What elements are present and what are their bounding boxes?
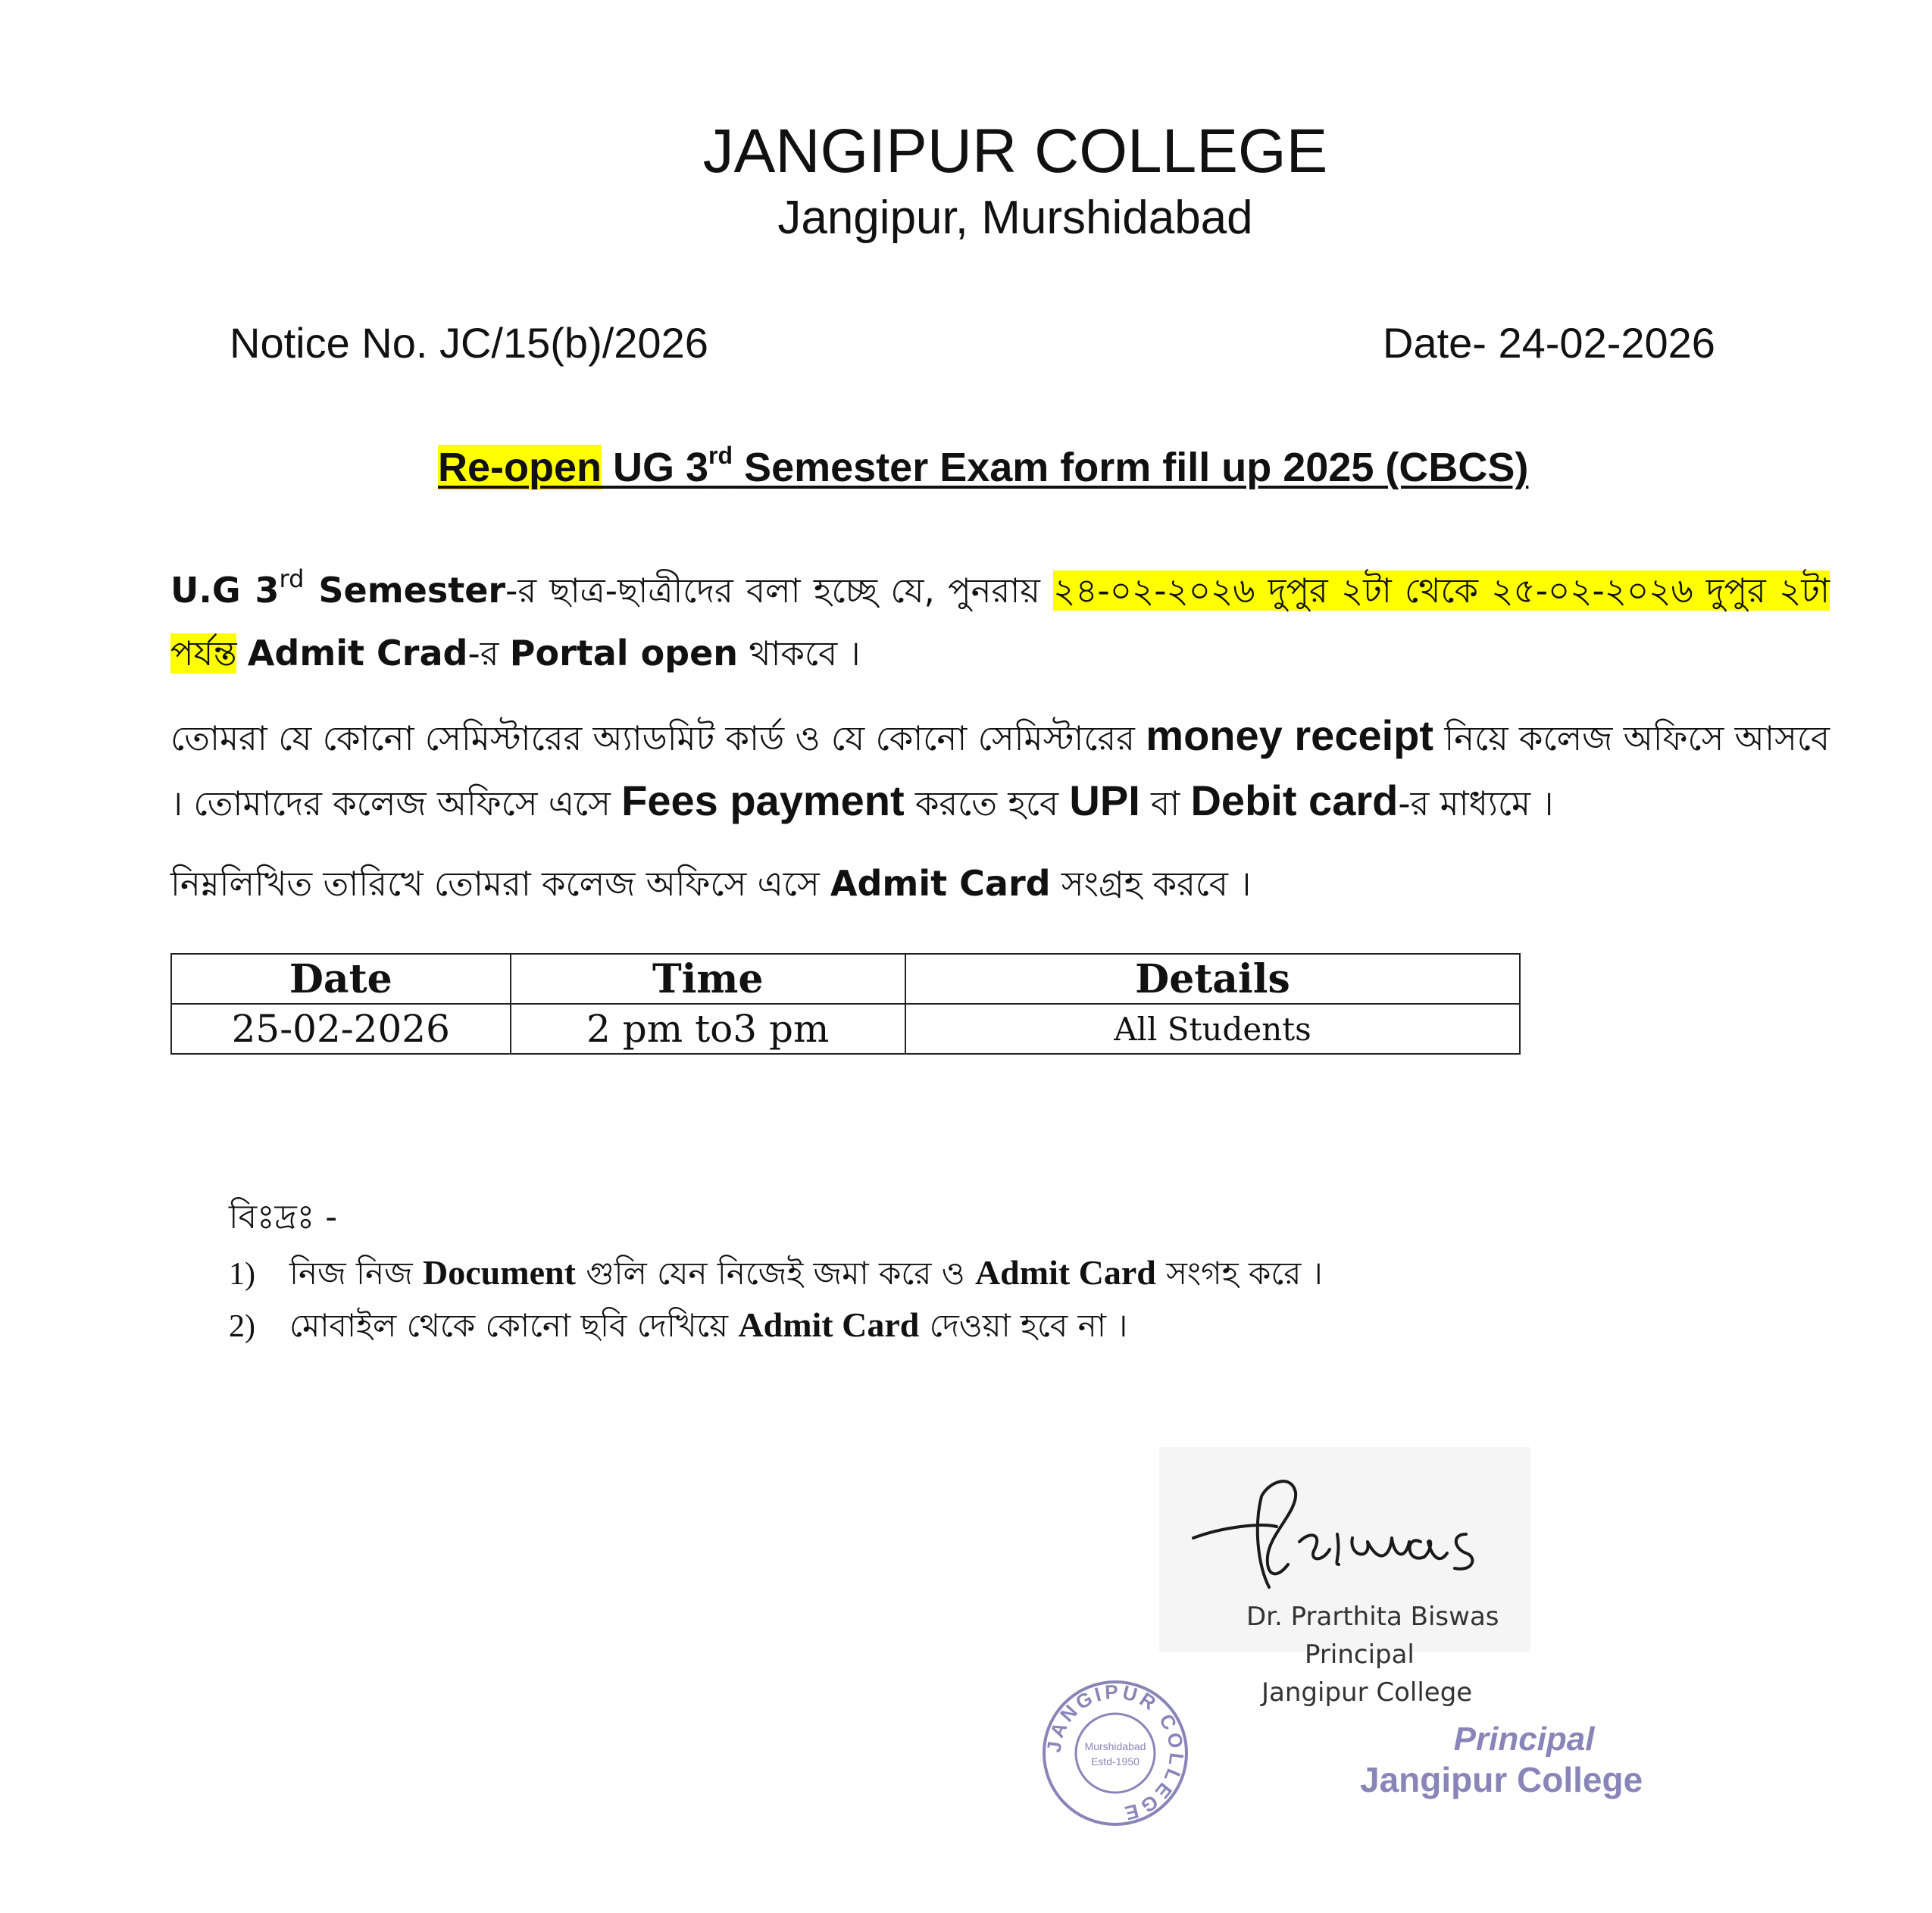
- para2-upi: UPI: [1069, 777, 1140, 824]
- schedule-cell-details: All Students: [905, 1004, 1520, 1054]
- para2-text1: তোমরা যে কোনো সেমিস্টারের অ্যাডমিট কার্ড ও যে কোনো সেমিস্টারের: [170, 718, 1146, 758]
- seal-line-college: Jangipur College: [1360, 1760, 1643, 1799]
- note-text: নিজ নিজ: [289, 1255, 424, 1292]
- para3-admit: Admit Card: [830, 863, 1051, 904]
- schedule-header-date: Date: [171, 954, 511, 1004]
- para2-money: money receipt: [1146, 711, 1434, 759]
- schedule-cell-date: 25-02-2026: [171, 1004, 511, 1054]
- note-text: মোবাইল থেকে কোনো ছবি দেখিয়ে: [289, 1307, 739, 1344]
- para1-portal: Portal open: [509, 633, 739, 674]
- note-item: [229, 1246, 1323, 1301]
- paragraph-payment: [170, 705, 1830, 835]
- signatory-name: Dr. Prarthita Biswas: [1246, 1602, 1499, 1632]
- para1-ordinal: rd: [279, 564, 305, 593]
- schedule-table: [170, 953, 1521, 1055]
- college-address: Jangipur, Murshidabad: [777, 192, 1253, 244]
- signatory-institution: Jangipur College: [1261, 1677, 1473, 1708]
- para2-text3: করতে হবে: [904, 783, 1070, 824]
- para3-text1: নিম্নলিখিত তারিখে তোমরা কলেজ অফিসে এসে: [170, 864, 830, 904]
- schedule-header-details: Details: [905, 954, 1520, 1004]
- schedule-header-row: [171, 954, 1520, 1004]
- note-bold: Admit Card: [738, 1305, 920, 1344]
- paragraph-collection: [170, 852, 1830, 915]
- para1-text2: [236, 633, 247, 674]
- para1-text1: -র ছাত্র-ছাত্রীদের বলা হচ্ছে যে, পুনরায়: [505, 570, 1054, 611]
- schedule-cell-time: 2 pm to3 pm: [511, 1004, 905, 1054]
- para2-text4: বা: [1140, 783, 1191, 824]
- note-number: 2): [229, 1309, 255, 1344]
- para2-debit: Debit card: [1190, 777, 1399, 824]
- table-row: [171, 1004, 1520, 1054]
- para1-text3: -র: [467, 633, 510, 674]
- para1-text4: থাকবে ।: [738, 633, 861, 674]
- college-name: JANGIPUR COLLEGE: [702, 117, 1328, 186]
- para1-lead: U.G 3: [170, 570, 280, 611]
- para2-text5: -র মাধ্যমে ।: [1398, 783, 1554, 824]
- notice-number: Notice No. JC/15(b)/2026: [230, 319, 708, 367]
- subject-part2: Semester Exam form fill up 2025 (CBCS): [733, 445, 1529, 490]
- paragraph-portal: [170, 559, 1830, 685]
- stamp-center-line2: Estd-1950: [1091, 1755, 1140, 1768]
- handwritten-signature: [1178, 1451, 1512, 1595]
- subject-ordinal: rd: [708, 442, 733, 469]
- schedule-header-time: Time: [511, 954, 905, 1004]
- note-text: সংগহ করে ।: [1155, 1255, 1323, 1292]
- notice-date: Date- 24-02-2026: [1383, 319, 1715, 367]
- note-bold: Document: [423, 1253, 576, 1292]
- subject-part1: UG 3: [602, 445, 709, 490]
- stamp-center-line1: Murshidabad: [1084, 1740, 1146, 1752]
- signatory-title: Principal: [1305, 1639, 1415, 1670]
- note-text: গুলি যেন নিজেই জমা করে ও: [575, 1255, 975, 1292]
- note-text: দেওয়া হবে না ।: [919, 1307, 1128, 1344]
- principal-seal: [1360, 1720, 1643, 1800]
- notice-subject: [438, 441, 1528, 494]
- para2-fees: Fees payment: [621, 777, 905, 824]
- seal-line-principal: Principal: [1453, 1721, 1595, 1758]
- note-bold: Admit Card: [974, 1253, 1156, 1292]
- note-item: [229, 1299, 1127, 1353]
- para1-highlight: ২৪-০২-২০২৬ দুপুর ২টা থেকে ২৫-০২-২০২৬ দুপুর ২টা পর্যন্ত: [170, 570, 1830, 674]
- stamp-round-text: JANGIPUR COLLEGE: [1042, 1680, 1189, 1826]
- para3-text2: সংগ্রহ করবে ।: [1050, 864, 1252, 904]
- note-number: 1): [229, 1257, 255, 1292]
- para1-lead2: Semester: [304, 570, 506, 611]
- para2-text2: নিয়ে কলেজ অফিসে আসবে । তোমাদের কলেজ অফিসে এসে: [170, 718, 1830, 824]
- subject-highlight: Re-open: [438, 445, 602, 490]
- para1-admit: Admit Crad: [247, 633, 468, 674]
- notes-heading: বিঃদ্রঃ -: [229, 1198, 338, 1236]
- college-round-stamp: [1039, 1677, 1191, 1829]
